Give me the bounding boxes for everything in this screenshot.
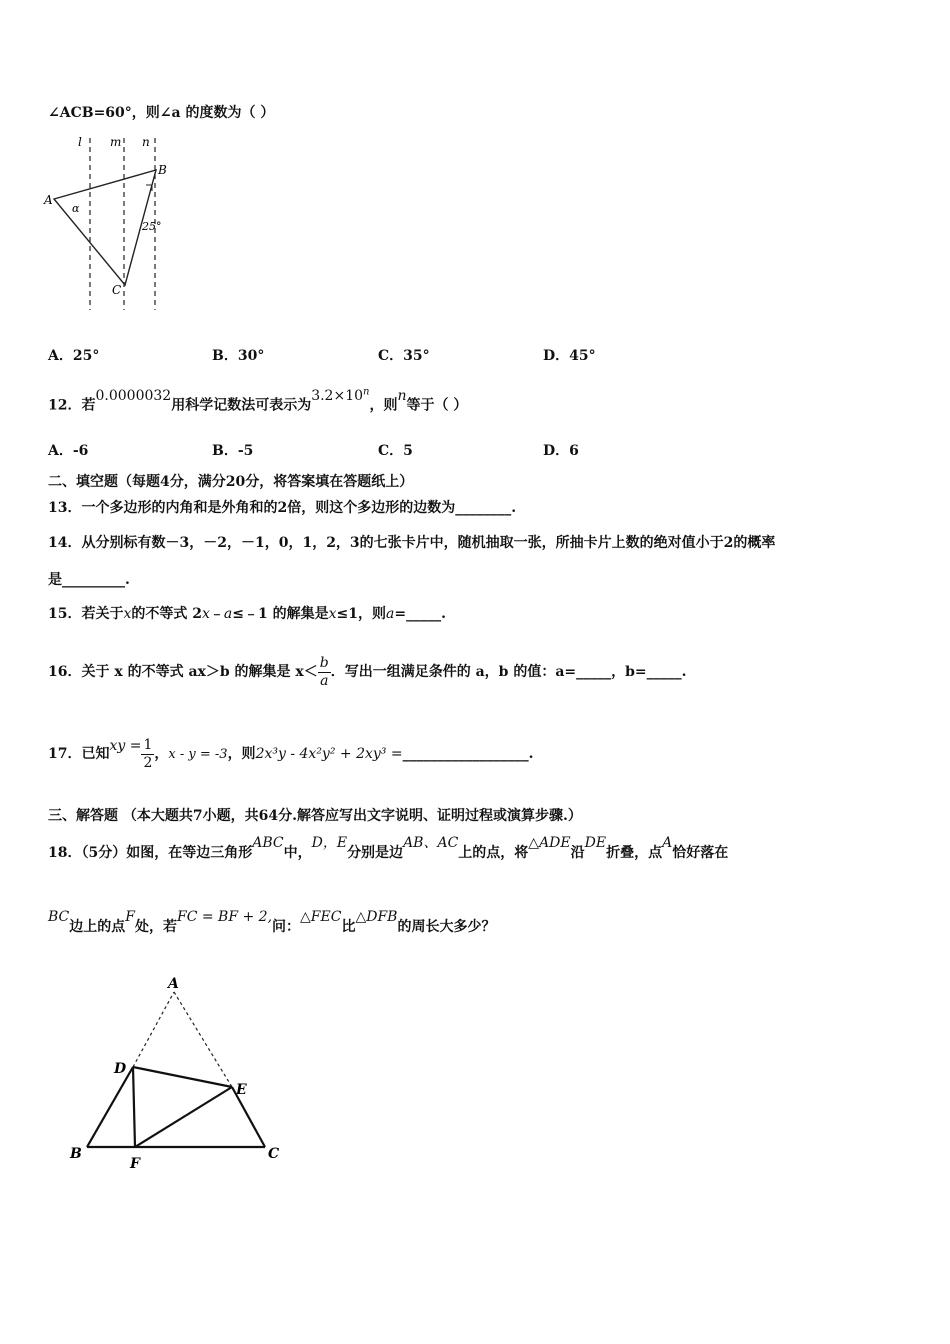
label-F: F <box>130 1156 140 1172</box>
q12-middle: 用科学记数法可表示为 <box>171 397 312 414</box>
label-B: B <box>158 163 167 177</box>
q18-figure <box>60 970 300 1175</box>
segment-df <box>133 1067 135 1147</box>
label-C: C <box>268 1146 280 1162</box>
q12-option-d[interactable]: D．6 <box>543 443 579 459</box>
label-C: C <box>112 283 122 297</box>
q12-n: n <box>397 387 407 404</box>
section-3-heading: 三、解答题 （本大题共7小题，共64分.解答应写出文字说明、证明过程或演算步骤.） <box>48 808 582 824</box>
label-A: A <box>44 193 53 207</box>
label-A: A <box>168 976 179 992</box>
q12-option-c[interactable]: C．5 <box>378 443 413 459</box>
q13-text: 13．一个多边形的内角和是外角和的2倍，则这个多边形的边数为________. <box>48 500 517 516</box>
q18-line2: BC边上的点F处，若FC = BF + 2,问：△FEC比△DFB的周长大多少？ <box>48 909 496 935</box>
fold-line-ad <box>133 992 174 1067</box>
q12-post: 等于（ ） <box>406 397 468 414</box>
q14-line1: 14．从分别标有数－3，－2，－1，0，1，2，3的七张卡片中，随机抽取一张，所抽卡片上数的绝对值小于2的概率 <box>48 535 776 551</box>
q12-number: 0.0000032 <box>95 387 172 404</box>
q12-sci: $3.2\times 10^n$ <box>311 386 370 404</box>
label-l: l <box>78 135 82 149</box>
q18-line1: 18．（5分）如图，在等边三角形ABC中，D，E分别是边AB、AC上的点，将△ADE沿DE折叠，点A恰好落在 <box>48 835 729 861</box>
q12-prefix: 12．若 <box>48 397 96 414</box>
q17-text: 17．已知xy = $\frac{1}{2}$ ，x - y = -3，则2x³y - 4x²y² + 2xy³ =__________________. <box>48 736 534 771</box>
segment-de <box>133 1067 232 1087</box>
label-E: E <box>236 1082 247 1098</box>
label-B: B <box>70 1146 82 1162</box>
q12-option-a[interactable]: A．-6 <box>48 443 89 459</box>
q16-text: 16．关于 x 的不等式 ax＞b 的解集是 x＜ $\frac{b}{a}$ ．写出一组满足条件的 a，b 的值：a=_____，b=_____. <box>48 654 687 689</box>
section-2-heading: 二、填空题（每题4分，满分20分，将答案填在答题纸上） <box>48 474 414 490</box>
segment-ef <box>135 1087 232 1147</box>
q12-option-b[interactable]: B．-5 <box>212 443 254 459</box>
q11-option-c[interactable]: C．35° <box>378 348 430 364</box>
triangle-abc <box>54 170 156 285</box>
q11-continuation: ∠ACB=60°，则∠a 的度数为（ ） <box>48 105 275 121</box>
label-n: n <box>142 135 150 149</box>
fold-line-ae <box>174 992 232 1087</box>
label-25deg: 25° <box>142 220 162 233</box>
q11-option-b[interactable]: B．30° <box>212 348 265 364</box>
q12-text <box>48 386 468 416</box>
label-D: D <box>114 1061 127 1077</box>
q11-figure <box>40 128 180 318</box>
q17-fraction: $\frac{1}{2}$ <box>143 736 153 771</box>
q12-then: ，则 <box>369 397 398 414</box>
q15-text: 15．若关于x的不等式 2x﹣a≤﹣1 的解集是x≤1，则a=_____. <box>48 606 446 622</box>
q11-option-a[interactable]: A．25° <box>48 348 100 364</box>
q11-option-d[interactable]: D．45° <box>543 348 596 364</box>
side-bd <box>87 1067 133 1147</box>
label-m: m <box>110 135 122 149</box>
label-alpha: α <box>72 202 80 215</box>
q14-line2: 是_________. <box>48 572 130 588</box>
q16-fraction: $\frac{b}{a}$ <box>319 654 329 689</box>
